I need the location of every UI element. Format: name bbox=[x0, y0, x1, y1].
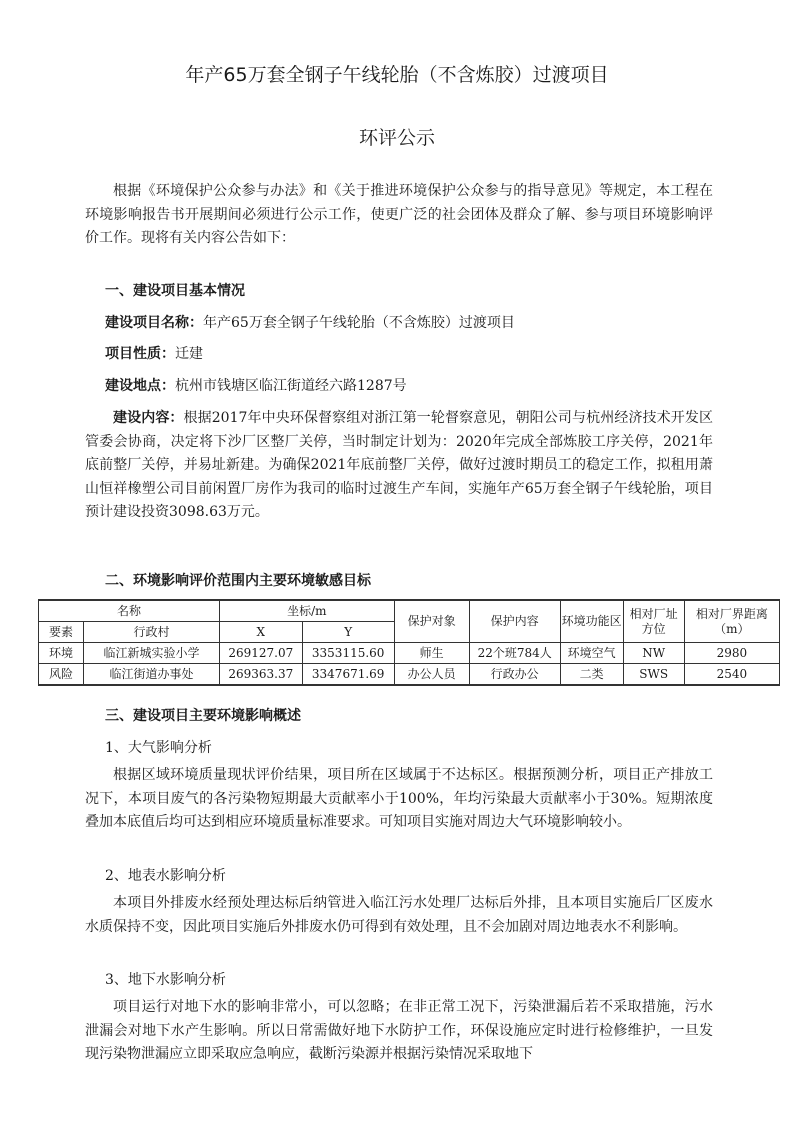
target-cell: 办公人员 bbox=[394, 664, 469, 686]
project-location-row bbox=[105, 375, 713, 399]
th-y: Y bbox=[302, 622, 394, 643]
project-content-label: 建设内容： bbox=[113, 410, 184, 426]
project-name-value: 年产65万套全钢子午线轮胎（不含炼胶）过渡项目 bbox=[203, 315, 515, 331]
table-header-row-1 bbox=[39, 600, 780, 622]
project-content-value: 根据2017年中央环保督察组对浙江第一轮督察意见，朝阳公司与杭州经济技术开发区管委会协商，决定将下沙厂区整厂关停，当时制定计划为：2020年完成全部炼胶工序关停，2021年底前整厂关停，并易址新建。为确保2021年底前整厂关停，做好过渡时期员工的稳定工作，拟租用萧山恒祥橡塑公司目前闲置厂房作为我司的临时过渡生产车间，实施年产65万套全钢子午线轮胎，项目预计建设投资3098.63万元。 bbox=[85, 410, 713, 520]
table-row bbox=[39, 643, 780, 664]
groundwater-paragraph: 项目运行对地下水的影响非常小，可以忽略；在非正常工况下，污染泄漏后若不采取措施，污水泄漏会对地下水产生影响。所以日常需做好地下水防护工作，环保设施应定时进行检修维护，一旦发现污染物泄漏应立即采取应急响应，截断污染源并根据污染情况采取地下 bbox=[85, 999, 713, 1062]
document-subtitle: 环评公示 bbox=[358, 127, 435, 149]
project-location-label: 建设地点： bbox=[105, 378, 175, 394]
project-name-label: 建设项目名称： bbox=[105, 315, 203, 331]
sensitive-targets-table bbox=[38, 599, 780, 686]
air-paragraph: 根据区域环境质量现状评价结果，项目所在区域属于不达标区。根据预测分析，项目正产排放工况下，本项目废气的各污染物短期最大贡献率小于100%，年均污染最大贡献率小于30%。短期浓度叠加本底值后均可达到相应环境质量标准要求。可知项目实施对周边大气环境影响较小。 bbox=[85, 767, 713, 830]
th-element: 要素 bbox=[39, 622, 84, 643]
element-cell-1: 环境 bbox=[39, 643, 84, 664]
content-cell: 22个班784人 bbox=[469, 643, 560, 664]
th-dist: 相对厂界距离（m） bbox=[684, 600, 779, 643]
th-x: X bbox=[219, 622, 302, 643]
th-village: 行政村 bbox=[84, 622, 220, 643]
groundwater-heading: 3、地下水影响分析 bbox=[105, 972, 226, 988]
y-cell: 3347671.69 bbox=[302, 664, 394, 686]
dist-cell: 2540 bbox=[684, 664, 779, 686]
th-dir: 相对厂址方位 bbox=[623, 600, 684, 643]
project-location-value: 杭州市钱塘区临江街道经六路1287号 bbox=[175, 378, 407, 394]
element-cell-2: 风险 bbox=[39, 664, 84, 686]
project-nature-label: 项目性质： bbox=[105, 346, 175, 362]
th-name: 名称 bbox=[39, 600, 220, 622]
func-cell: 环境空气 bbox=[560, 643, 623, 664]
project-name-row bbox=[105, 312, 713, 336]
target-cell: 师生 bbox=[394, 643, 469, 664]
project-nature-value: 迁建 bbox=[175, 346, 203, 362]
surface-water-heading: 2、地表水影响分析 bbox=[105, 868, 226, 884]
dist-cell: 2980 bbox=[684, 643, 779, 664]
section1-heading: 一、建设项目基本情况 bbox=[105, 283, 245, 299]
section3-heading: 三、建设项目主要环境影响概述 bbox=[105, 708, 301, 724]
x-cell: 269363.37 bbox=[219, 664, 302, 686]
th-content: 保护内容 bbox=[469, 600, 560, 643]
th-func: 环境功能区 bbox=[560, 600, 623, 643]
th-target: 保护对象 bbox=[394, 600, 469, 643]
village-cell: 临江新城实验小学 bbox=[84, 643, 220, 664]
project-nature-row bbox=[105, 343, 713, 367]
dir-cell: NW bbox=[623, 643, 684, 664]
dir-cell: SWS bbox=[623, 664, 684, 686]
section2-heading: 二、环境影响评价范围内主要环境敏感目标 bbox=[105, 573, 371, 589]
village-cell: 临江街道办事处 bbox=[84, 664, 220, 686]
func-cell: 二类 bbox=[560, 664, 623, 686]
air-heading: 1、大气影响分析 bbox=[105, 740, 212, 756]
th-coord: 坐标/m bbox=[219, 600, 394, 622]
x-cell: 269127.07 bbox=[219, 643, 302, 664]
surface-water-paragraph: 本项目外排废水经预处理达标后纳管进入临江污水处理厂达标后外排，且本项目实施后厂区废水水质保持不变，因此项目实施后外排废水仍可得到有效处理，且不会加剧对周边地表水不利影响。 bbox=[85, 895, 713, 935]
content-cell: 行政办公 bbox=[469, 664, 560, 686]
table-row bbox=[39, 664, 780, 686]
document-title: 年产65万套全钢子午线轮胎（不含炼胶）过渡项目 bbox=[185, 64, 609, 86]
project-content-paragraph bbox=[85, 407, 713, 525]
intro-paragraph: 根据《环境保护公众参与办法》和《关于推进环境保护公众参与的指导意见》等规定，本工程在环境影响报告书开展期间必须进行公示工作，使更广泛的社会团体及群众了解、参与项目环境影响评价工作。现将有关内容公告如下： bbox=[85, 183, 713, 246]
y-cell: 3353115.60 bbox=[302, 643, 394, 664]
